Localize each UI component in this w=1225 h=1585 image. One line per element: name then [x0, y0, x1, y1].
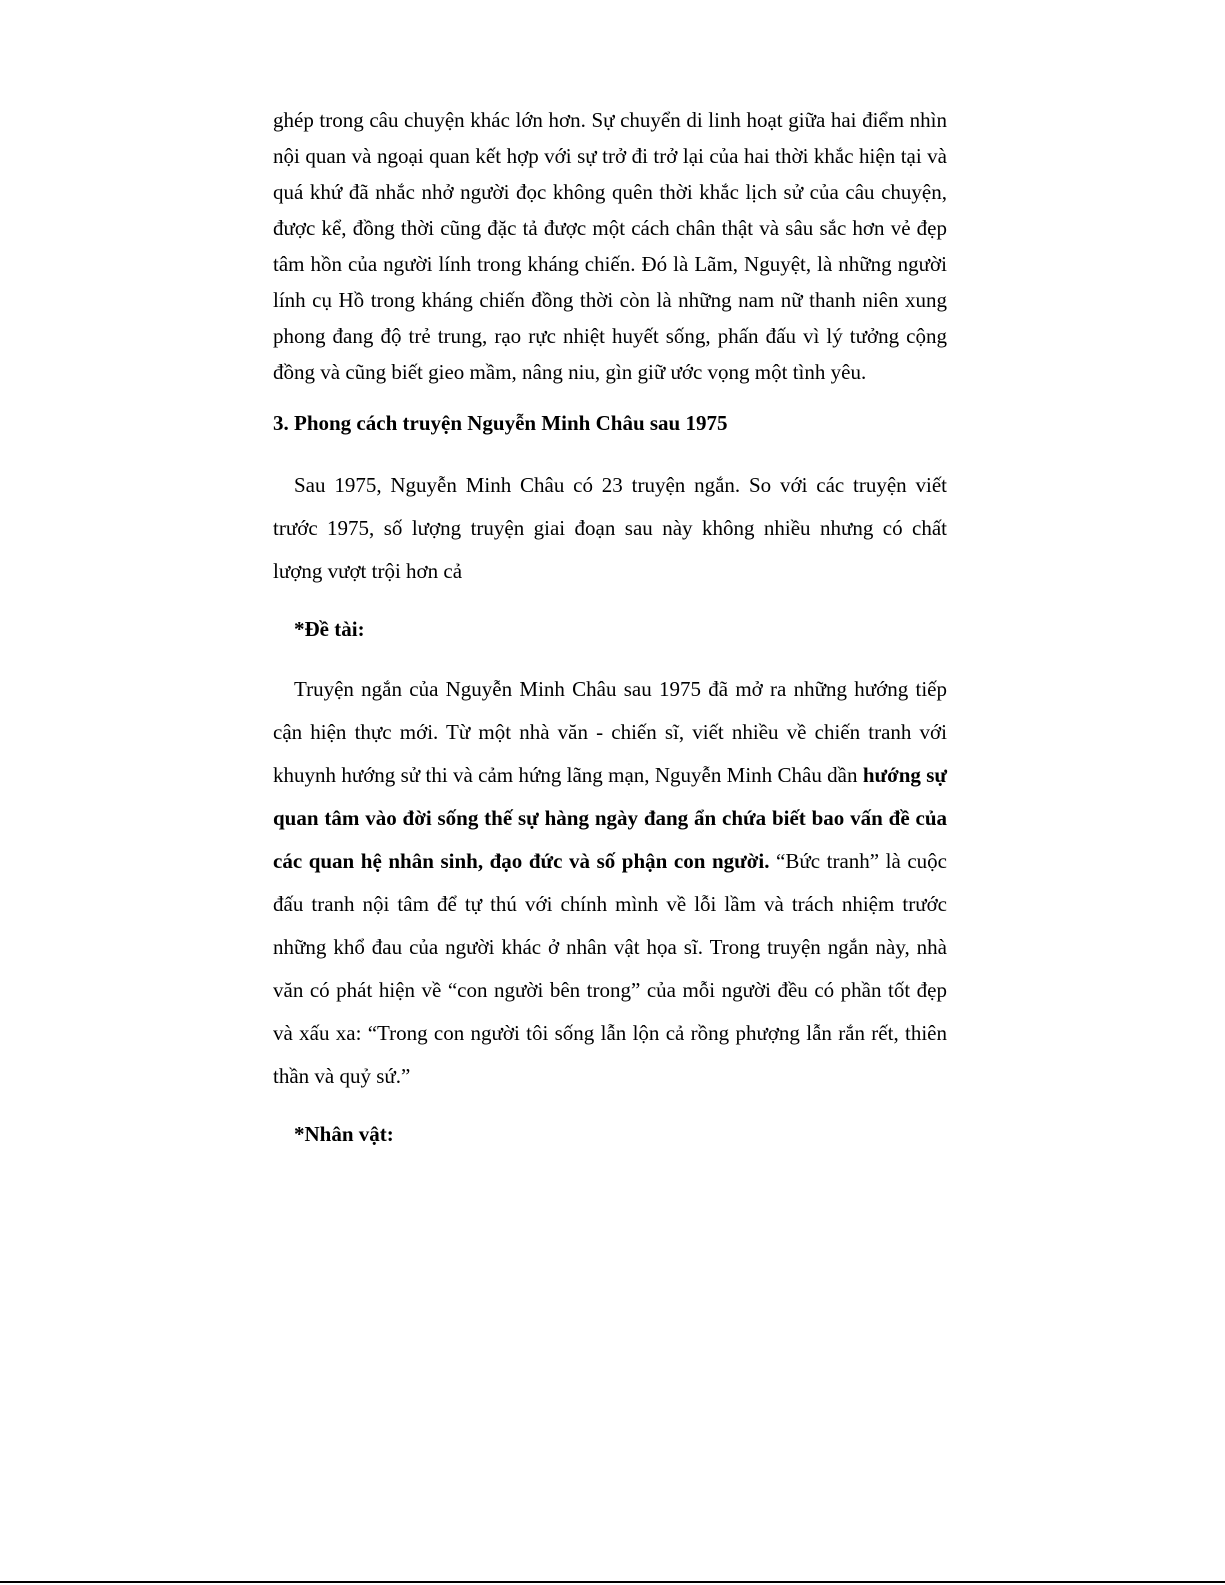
subheading-topic: *Đề tài:	[294, 617, 365, 641]
page-bottom-border	[0, 1581, 1225, 1583]
paragraph-topic	[273, 668, 947, 1098]
paragraph-continuation: ghép trong câu chuyện khác lớn hơn. Sự chuyển di linh hoạt giữa hai điểm nhìn nội quan và ngoại quan kết hợp với sự trở đi trở lại của hai thời khắc hiện tại và quá khứ đã nhắc nhở người đọc không quên thời khắc lịch sử của câu chuyện, được kể, đồng thời cũng đặc tả được một cách chân thật và sâu sắc hơn vẻ đẹp tâm hồn của người lính trong kháng chiến. Đó là Lãm, Nguyệt, là những người lính cụ Hồ trong kháng chiến đồng thời còn là những nam nữ thanh niên xung phong đang độ trẻ trung, rạo rực nhiệt huyết sống, phấn đấu vì lý tưởng cộng đồng và cũng biết gieo mầm, nâng niu, gìn giữ ước vọng một tình yêu.	[273, 108, 947, 384]
paragraph-topic-part2: “Bức tranh” là cuộc đấu tranh nội tâm để tự thú với chính mình về lỗi lầm và trách nhiệm trước những khổ đau của người khác ở nhân vật họa sĩ. Trong truyện ngắn này, nhà văn có phát hiện về “con người bên trong” của mỗi người đều có phần tốt đẹp và xấu xa: “Trong con người tôi sống lẫn lộn cả rồng phượng lẫn rắn rết, thiên thần và quỷ sứ.”	[273, 849, 947, 1088]
section-heading: 3. Phong cách truyện Nguyễn Minh Châu sau 1975	[273, 411, 728, 435]
paragraph-topic-part1: Truyện ngắn của Nguyễn Minh Châu sau 1975 đã mở ra những hướng tiếp cận hiện thực mới. Từ một nhà văn - chiến sĩ, viết nhiều về chiến tranh với khuynh hướng sử thi và cảm hứng lãng mạn, Nguyễn Minh Châu dần	[273, 677, 947, 787]
paragraph-intro: Sau 1975, Nguyễn Minh Châu có 23 truyện ngắn. So với các truyện viết trước 1975, số lượng truyện giai đoạn sau này không nhiều nhưng có chất lượng vượt trội hơn cả	[273, 473, 947, 583]
paragraph-topic-emphasis: hướng sự quan tâm vào đời sống thế sự hàng ngày đang ẩn chứa biết bao vấn đề của các quan hệ nhân sinh, đạo đức và số phận con người.	[273, 763, 947, 873]
subheading-characters: *Nhân vật:	[294, 1122, 394, 1146]
